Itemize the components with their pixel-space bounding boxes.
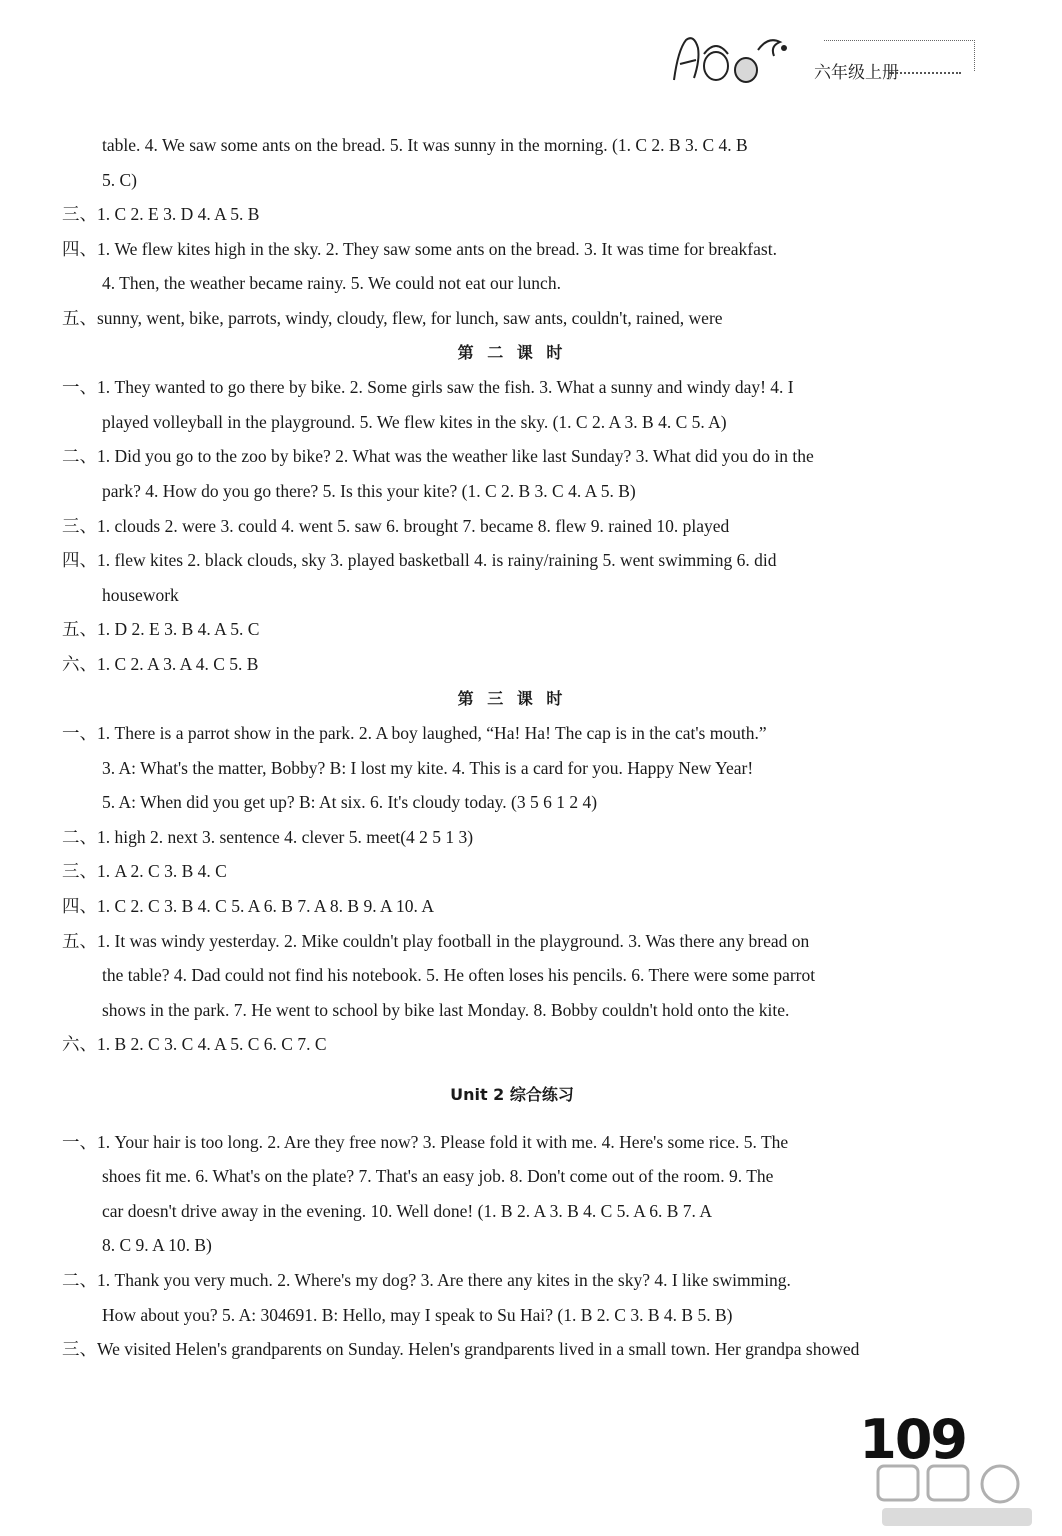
section-heading: 第 二 课 时 — [457, 342, 567, 362]
answer-line: 三、We visited Helen's grandparents on Sunday. Helen's grandparents lived in a small town. Her grandpa showed — [62, 1339, 860, 1360]
answer-line: 三、1. clouds 2. were 3. could 4. went 5. saw 6. brought 7. became 8. flew 9. rained 10. played — [62, 515, 730, 536]
answer-line: shoes fit me. 6. What's on the plate? 7. That's an easy job. 8. Don't come out of the room. 9. The — [102, 1166, 774, 1187]
answer-line: 三、1. C 2. E 3. D 4. A 5. B — [62, 204, 260, 225]
series-logo-icon — [664, 30, 814, 86]
answer-line: played volleyball in the playground. 5. We flew kites in the sky. (1. C 2. A 3. B 4. C 5. A) — [102, 411, 727, 432]
unit-heading: Unit 2 综合练习 — [450, 1085, 574, 1105]
header-dotted-rule — [889, 72, 961, 74]
answer-key-body — [62, 128, 962, 1367]
answer-line: 五、1. D 2. E 3. B 4. A 5. C — [62, 619, 260, 640]
answer-line: 5. A: When did you get up? B: At six. 6. It's cloudy today. (3 5 6 1 2 4) — [102, 792, 598, 813]
grade-label: 六年级上册 — [814, 63, 899, 83]
answer-line: housework — [102, 584, 179, 605]
answer-line: the table? 4. Dad could not find his notebook. 5. He often loses his pencils. 6. There were some parrot — [102, 965, 816, 986]
answer-line: 一、1. They wanted to go there by bike. 2. Some girls saw the fish. 3. What a sunny and windy day! 4. I — [62, 377, 794, 398]
answer-line: 3. A: What's the matter, Bobby? B: I lost my kite. 4. This is a card for you. Happy New Year! — [102, 757, 754, 778]
answer-line: 三、1. A 2. C 3. B 4. C — [62, 861, 227, 882]
answer-line: shows in the park. 7. He went to school by bike last Monday. 8. Bobby couldn't hold onto the kite. — [102, 999, 790, 1020]
answer-line: 5. C) — [102, 169, 137, 190]
answer-line: 二、1. high 2. next 3. sentence 4. clever 5. meet(4 2 5 1 3) — [62, 826, 474, 847]
answer-line: 二、1. Did you go to the zoo by bike? 2. What was the weather like last Sunday? 3. What did you do in the — [62, 446, 814, 467]
answer-line: 四、1. We flew kites high in the sky. 2. They saw some ants on the bread. 3. It was time for breakfast. — [62, 238, 777, 259]
answer-line: 四、1. C 2. C 3. B 4. C 5. A 6. B 7. A 8. B 9. A 10. A — [62, 896, 434, 917]
answer-line: 六、1. C 2. A 3. A 4. C 5. B — [62, 653, 259, 674]
answer-line: 五、1. It was windy yesterday. 2. Mike couldn't play football in the playground. 3. Was there any bread on — [62, 930, 810, 951]
answer-line: How about you? 5. A: 304691. B: Hello, may I speak to Su Hai? (1. B 2. C 3. B 4. B 5. B) — [102, 1304, 733, 1325]
watermark-logo-icon — [872, 1462, 1042, 1532]
answer-line: 六、1. B 2. C 3. C 4. A 5. C 6. C 7. C — [62, 1034, 327, 1055]
answer-line: 一、1. Your hair is too long. 2. Are they free now? 3. Please fold it with me. 4. Here's some rice. 5. The — [62, 1131, 789, 1152]
answer-line: table. 4. We saw some ants on the bread. 5. It was sunny in the morning. (1. C 2. B 3. C 4. B — [102, 135, 748, 155]
answer-line: 8. C 9. A 10. B) — [102, 1235, 212, 1256]
answer-line: 四、1. flew kites 2. black clouds, sky 3. played basketball 4. is rainy/raining 5. went swimming 6. did — [62, 550, 777, 571]
section-heading: 第 三 课 时 — [457, 688, 567, 708]
answer-line: 一、1. There is a parrot show in the park. 2. A boy laughed, “Ha! Ha! The cap is in the cat's mouth.” — [62, 723, 767, 744]
answer-line: park? 4. How do you go there? 5. Is this your kite? (1. C 2. B 3. C 4. A 5. B) — [102, 480, 636, 501]
answer-line: car doesn't drive away in the evening. 10. Well done! (1. B 2. A 3. B 4. C 5. A 6. B 7. A — [102, 1200, 712, 1221]
answer-line: 二、1. Thank you very much. 2. Where's my dog? 3. Are there any kites in the sky? 4. I like swimming. — [62, 1270, 791, 1290]
answer-line: 五、sunny, went, bike, parrots, windy, cloudy, flew, for lunch, saw ants, couldn't, rained, were — [62, 307, 723, 328]
answer-line: 4. Then, the weather became rainy. 5. We could not eat our lunch. — [102, 273, 561, 294]
page-header — [664, 28, 974, 88]
page-number: 109 — [859, 1408, 966, 1471]
